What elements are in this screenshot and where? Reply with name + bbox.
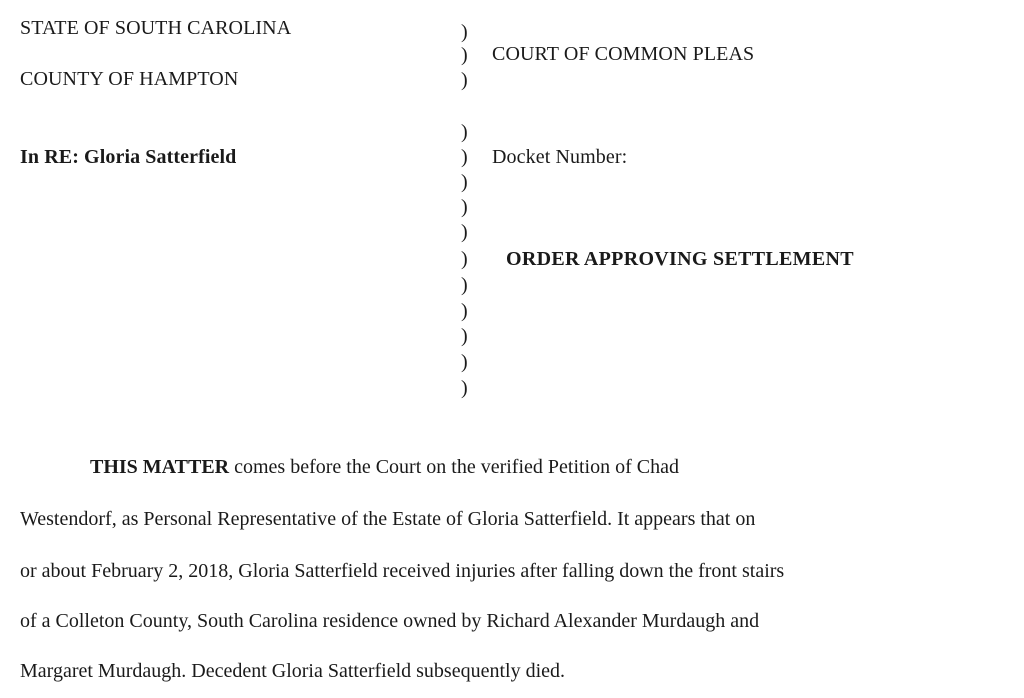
caption-paren: ) bbox=[461, 248, 468, 270]
caption-paren: ) bbox=[461, 325, 468, 347]
county-heading: COUNTY OF HAMPTON bbox=[20, 68, 239, 90]
body-line-1-text: comes before the Court on the verified Petition of Chad bbox=[229, 456, 679, 478]
caption-paren: ) bbox=[461, 146, 468, 168]
caption-paren: ) bbox=[461, 69, 468, 91]
caption-paren: ) bbox=[461, 21, 468, 43]
caption-paren: ) bbox=[461, 171, 468, 193]
caption-paren: ) bbox=[461, 121, 468, 143]
body-line-2: Westendorf, as Personal Representative of the Estate of Gloria Satterfield. It appears that on bbox=[20, 508, 756, 530]
caption-paren: ) bbox=[461, 44, 468, 66]
caption-paren: ) bbox=[461, 377, 468, 399]
body-line-5: Margaret Murdaugh. Decedent Gloria Satterfield subsequently died. bbox=[20, 660, 566, 682]
court-name: COURT OF COMMON PLEAS bbox=[492, 43, 755, 65]
caption-paren: ) bbox=[461, 300, 468, 322]
state-heading: STATE OF SOUTH CAROLINA bbox=[20, 17, 292, 39]
caption-paren: ) bbox=[461, 274, 468, 296]
in-re-heading: In RE: Gloria Satterfield bbox=[20, 146, 237, 168]
body-line-3: or about February 2, 2018, Gloria Satterfield received injuries after falling down the front stairs bbox=[20, 560, 785, 582]
docket-number-label: Docket Number: bbox=[492, 146, 628, 168]
this-matter-lead: THIS MATTER bbox=[90, 456, 230, 478]
caption-paren: ) bbox=[461, 351, 468, 373]
caption-paren: ) bbox=[461, 221, 468, 243]
caption-paren: ) bbox=[461, 196, 468, 218]
order-title: ORDER APPROVING SETTLEMENT bbox=[506, 248, 854, 270]
body-line-1 bbox=[90, 454, 679, 480]
body-line-4: of a Colleton County, South Carolina residence owned by Richard Alexander Murdaugh and bbox=[20, 610, 760, 632]
